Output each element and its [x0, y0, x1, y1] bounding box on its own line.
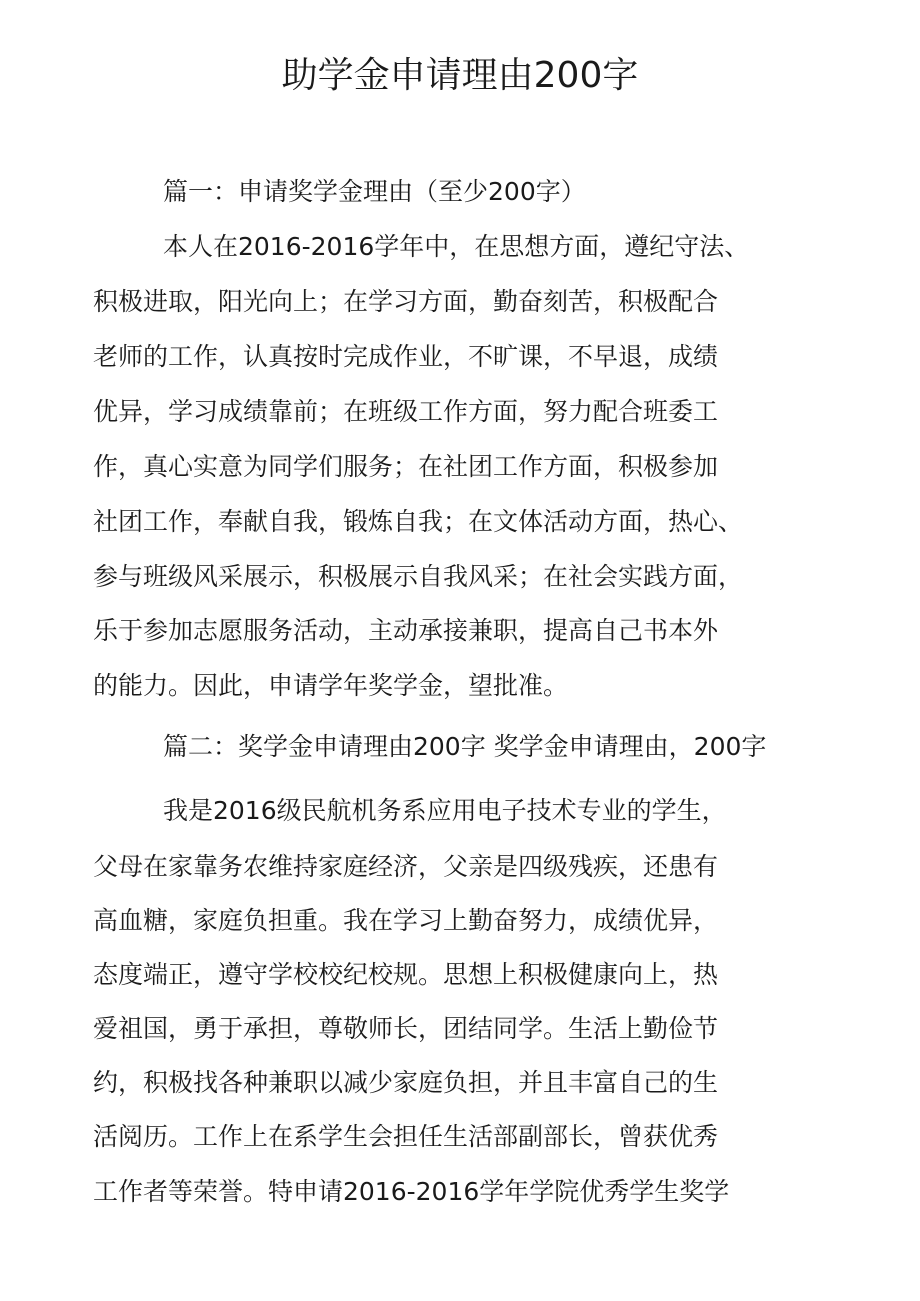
section1-line-5: 作，真心实意为同学们服务；在社团工作方面，积极参加	[93, 452, 719, 481]
section2-line-6: 约，积极找各种兼职以减少家庭负担，并且丰富自己的生	[93, 1068, 719, 1097]
section1-line-7: 参与班级风采展示，积极展示自我风采；在社会实践方面，	[93, 562, 744, 591]
section1-line-9: 的能力。因此，申请学年奖学金，望批准。	[93, 671, 569, 700]
section1-line-4: 优异，学习成绩靠前；在班级工作方面，努力配合班委工	[93, 397, 719, 426]
section1-line-6: 社团工作，奉献自我，锻炼自我；在文体活动方面，热心、	[93, 507, 744, 536]
section2-line-3: 高血糖，家庭负担重。我在学习上勤奋努力，成绩优异，	[93, 906, 719, 935]
section1-line-2: 积极进取，阳光向上；在学习方面，勤奋刻苦，积极配合	[93, 287, 719, 316]
section2-line-1: 我是2016级民航机务系应用电子技术专业的学生，	[163, 796, 727, 825]
section2-heading: 篇二：奖学金申请理由200字 奖学金申请理由，200字	[163, 732, 767, 761]
section1-heading: 篇一：申请奖学金理由（至少200字）	[163, 177, 586, 206]
section2-line-5: 爱祖国，勇于承担，尊敬师长，团结同学。生活上勤俭节	[93, 1014, 719, 1043]
section2-line-7: 活阅历。工作上在系学生会担任生活部副部长，曾获优秀	[93, 1122, 719, 1151]
section2-line-4: 态度端正，遵守学校校纪校规。思想上积极健康向上，热	[93, 960, 719, 989]
section1-line-3: 老师的工作，认真按时完成作业，不旷课，不早退，成绩	[93, 342, 719, 371]
section2-line-8: 工作者等荣誉。特申请2016-2016学年学院优秀学生奖学	[93, 1177, 730, 1206]
section1-line-8: 乐于参加志愿服务活动，主动承接兼职，提高自己书本外	[93, 616, 719, 645]
document-title: 助学金申请理由200字	[281, 55, 639, 96]
section2-line-2: 父母在家靠务农维持家庭经济，父亲是四级残疾，还患有	[93, 852, 719, 881]
section1-line-1: 本人在2016-2016学年中，在思想方面，遵纪守法、	[163, 232, 750, 261]
